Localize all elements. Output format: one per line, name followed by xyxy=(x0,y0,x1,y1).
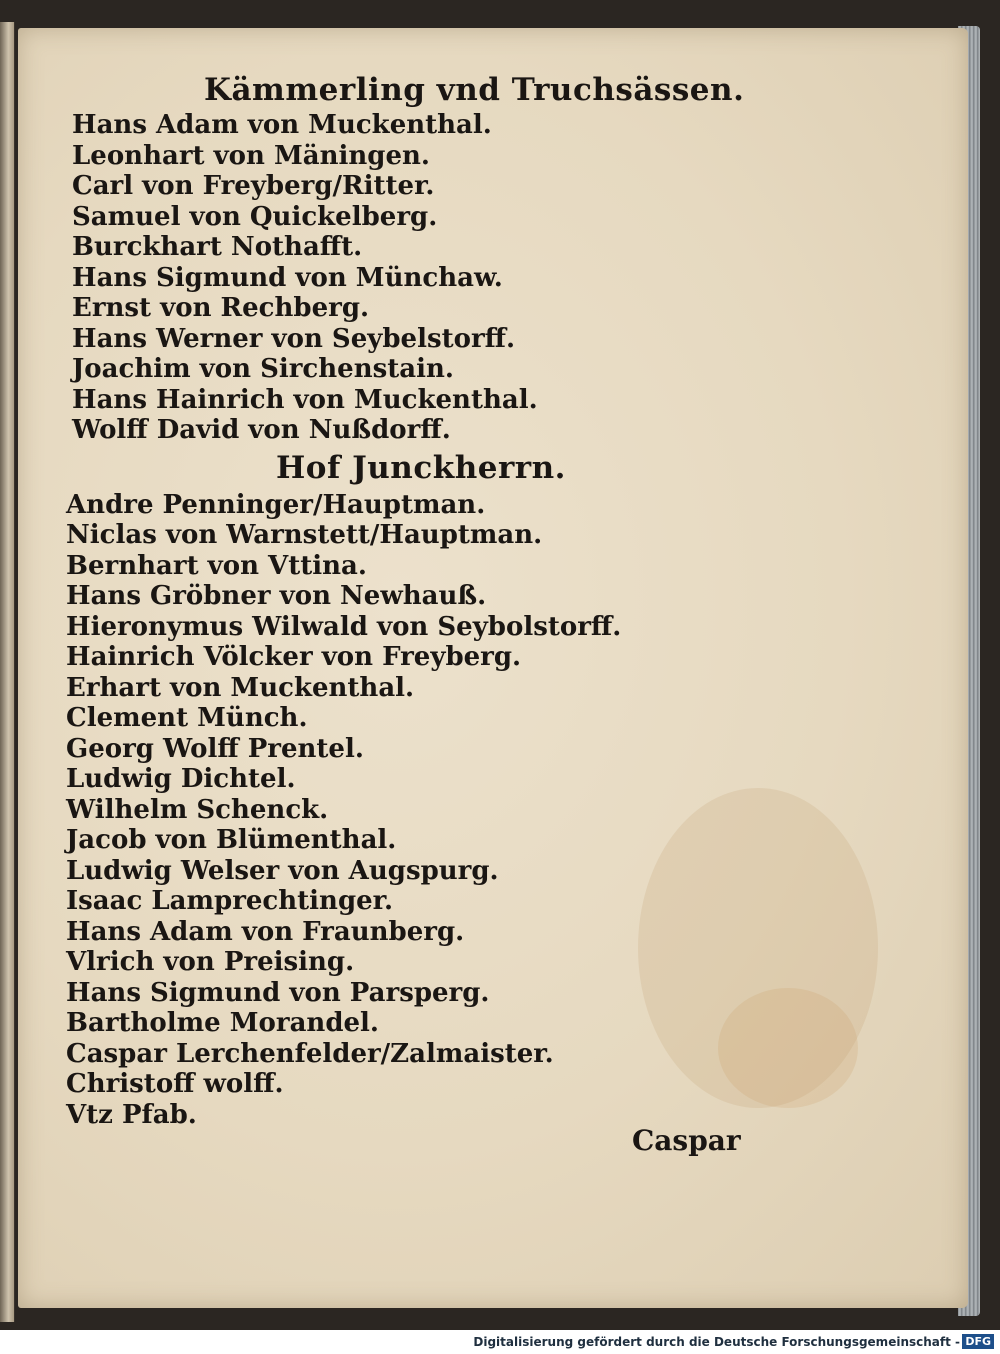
name-entry: Hans Hainrich von Muckenthal. xyxy=(72,384,538,415)
catchword: Caspar xyxy=(632,1124,741,1157)
name-entry: Erhart von Muckenthal. xyxy=(66,672,415,703)
chamberlain-list xyxy=(64,110,744,446)
name-entry: Wolff David von Nußdorff. xyxy=(72,415,451,445)
footer-bar xyxy=(0,1330,1000,1354)
name-entry: Georg Wolff Prentel. xyxy=(66,733,364,764)
name-entry: Bernhart von Vttina. xyxy=(66,550,367,581)
name-entry: Bartholme Morandel. xyxy=(66,1008,379,1038)
name-entry: Ludwig Dichtel. xyxy=(66,764,296,794)
name-entry: Hans Sigmund von Parsperg. xyxy=(66,977,490,1008)
name-entry: Hans Adam von Muckenthal. xyxy=(72,110,492,140)
name-entry: Isaac Lamprechtinger. xyxy=(66,886,394,916)
name-entry: Niclas von Warnstett/Hauptman. xyxy=(66,520,543,550)
name-entry: Samuel von Quickelberg. xyxy=(72,201,438,232)
name-entry: Ernst von Rechberg. xyxy=(72,293,370,323)
name-entry: Vtz Pfab. xyxy=(66,1099,197,1130)
name-entry: Hans Adam von Fraunberg. xyxy=(66,916,465,947)
name-entry: Hieronymus Wilwald von Seybolstorff. xyxy=(66,611,622,642)
name-entry: Hainrich Völcker von Freyberg. xyxy=(66,642,522,672)
name-entry: Burckhart Nothafft. xyxy=(72,232,363,262)
name-entry: Hans Werner von Seybelstorff. xyxy=(72,323,516,354)
name-entry: Wilhelm Schenck. xyxy=(66,794,329,825)
name-entry: Hans Gröbner von Newhauß. xyxy=(66,581,487,611)
name-entry: Joachim von Sirchenstain. xyxy=(72,354,454,384)
name-entry: Vlrich von Preising. xyxy=(66,947,355,977)
court-junker-list xyxy=(64,490,744,1131)
name-entry: Ludwig Welser von Augspurg. xyxy=(66,855,499,886)
dfg-logo: DFG xyxy=(962,1334,994,1349)
name-entry: Jacob von Blümenthal. xyxy=(66,825,397,855)
name-entry: Caspar Lerchenfelder/Zalmaister. xyxy=(66,1038,554,1069)
left-page-edge xyxy=(0,22,15,1322)
section-heading-chamberlains: Kämmerling vnd Truchsässen. xyxy=(204,72,745,108)
name-entry: Hans Sigmund von Münchaw. xyxy=(72,262,503,293)
name-entry: Leonhart von Mäningen. xyxy=(72,140,430,171)
page-text xyxy=(64,70,744,1130)
name-entry: Christoff wolff. xyxy=(66,1069,284,1099)
section-heading-court-junkers: Hof Junckherrn. xyxy=(276,449,566,486)
name-entry: Carl von Freyberg/Ritter. xyxy=(72,171,435,201)
funding-notice: Digitalisierung gefördert durch die Deutsche Forschungsgemeinschaft - xyxy=(473,1335,960,1349)
name-entry: Clement Münch. xyxy=(66,703,308,733)
name-entry: Andre Penninger/Hauptman. xyxy=(66,489,486,520)
